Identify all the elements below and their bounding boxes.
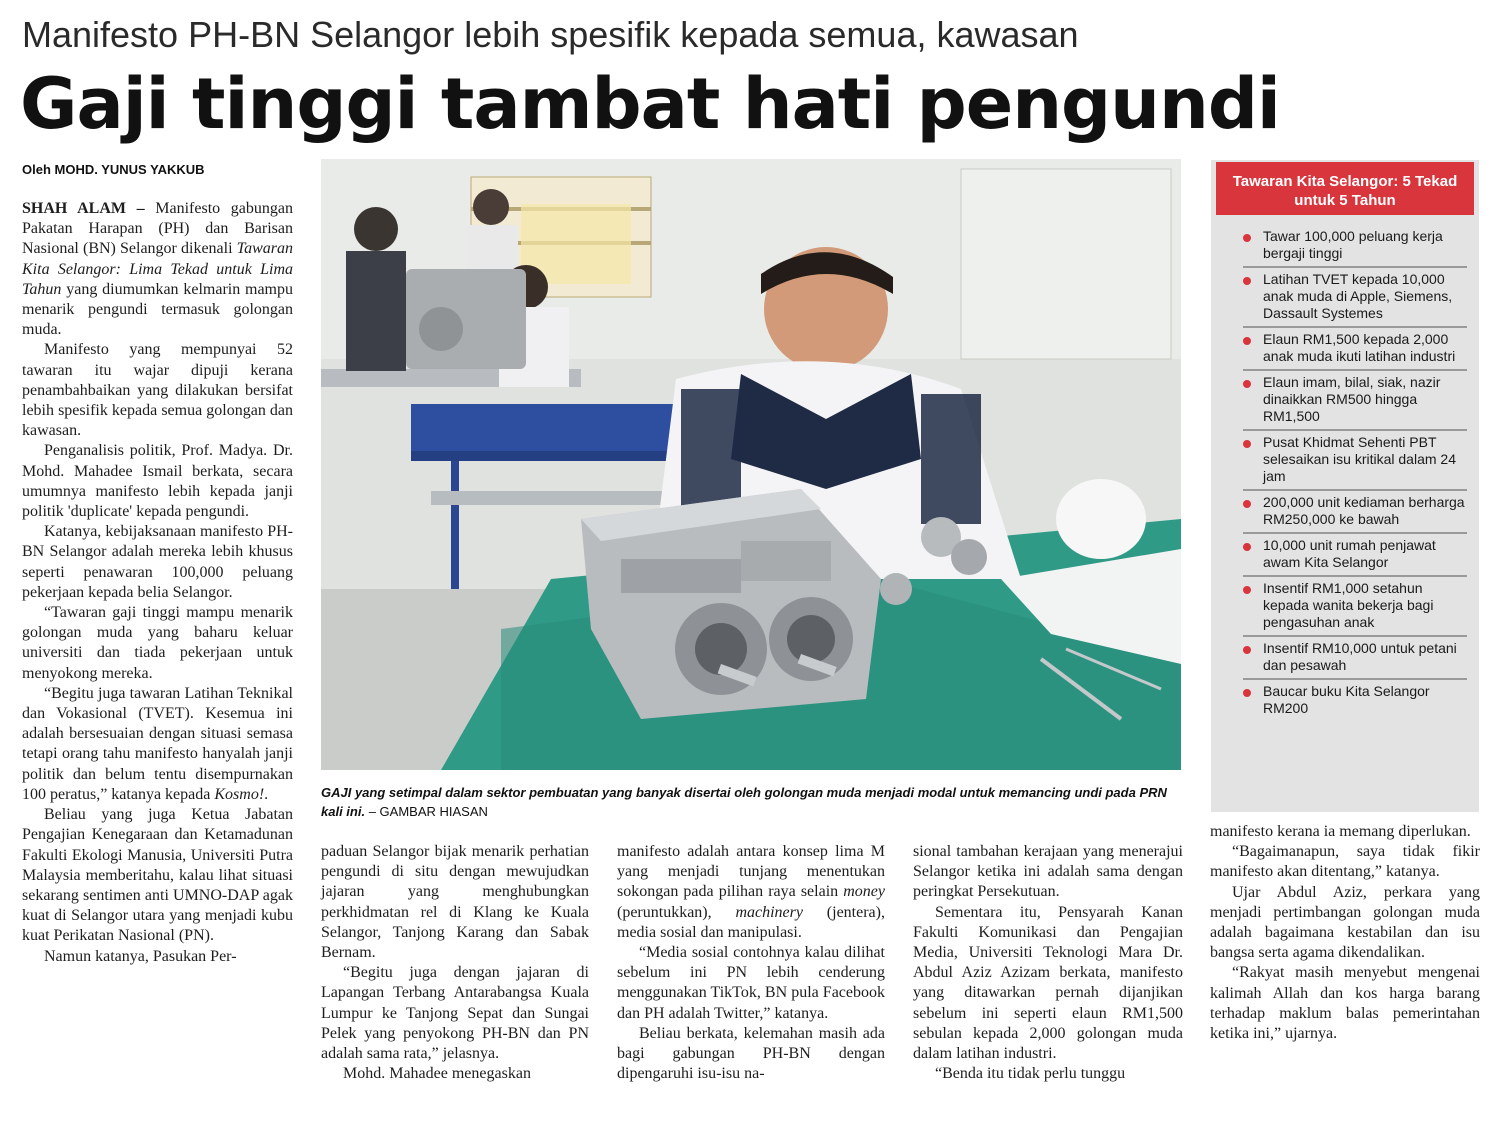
article-headline: Gaji tinggi tambat hati pengundi [20,63,1280,145]
paragraph: Katanya, kebijaksanaan manifesto PH-BN Selangor adalah mereka lebih khusus seperti penawaran 100,000 peluang pekerjaan kepada belia Selangor. [22,523,293,601]
bullet-icon [1243,234,1251,242]
bullet-icon [1243,337,1251,345]
list-item-text: 10,000 unit rumah penjawat awam Kita Selangor [1263,537,1436,570]
paragraph: Manifesto yang mempunyai 52 tawaran itu wajar dipuji kerana penambahbaikan yang dilakukan bersifat lebih spesifik kepada semua golongan dan kawasan. [22,341,293,440]
list-item [1243,371,1467,431]
paragraph: Mohd. Mahadee menegaskan [343,1065,531,1083]
bullet-icon [1243,500,1251,508]
manifesto-name: Tawaran Kita Selangor: Lima Tekad untuk Lima Tahun [22,240,293,298]
publication-name: Kosmo! [214,785,265,803]
paragraph: manifesto kerana ia memang diperlukan. [1210,823,1471,840]
workshop-photo-illustration [321,159,1181,770]
article-byline: Oleh MOHD. YUNUS YAKKUB [22,162,205,177]
bullet-icon [1243,440,1251,448]
term-money: money [843,883,885,901]
list-item-text: Elaun RM1,500 kepada 2,000 anak muda ikuti latihan industri [1263,331,1456,364]
article-photo [321,159,1181,770]
paragraph: Beliau yang juga Ketua Jabatan Pengajian Kenegaraan dan Ketamadunan Fakulti Ekologi Manusia, Universiti Putra Malaysia memberitahu, kalau lihat situasi sekarang sentimen anti UMNO-DAP agak kuat di Selangor utara yang menjadi kubu kuat Perikatan Nasional (PN). [22,806,293,945]
bullet-icon [1243,543,1251,551]
list-item [1243,328,1467,371]
paragraph: Namun katanya, Pasukan Per- [44,947,237,965]
list-item-text: Insentif RM10,000 untuk petani dan pesawah [1263,640,1457,673]
list-item [1243,225,1467,268]
paragraph: Ujar Abdul Aziz, perkara yang menjadi pertimbangan golongan muda adalah bagaimana kestabilan dan isu bangsa serta agama dikendalikan. [1210,883,1480,962]
paragraph: paduan Selangor bijak menarik perhatian pengundi di situ dengan mewujudkan jajaran yang menghubungkan perkhidmatan rel di Klang ke Kuala Selangor, Tanjong Karang dan Sabak Bernam. [321,843,589,962]
paragraph [617,842,885,943]
bullet-icon [1243,646,1251,654]
paragraph: sional tambahan kerajaan yang menerajui Selangor ketika ini adalah sama dengan peringkat Persekutuan. [913,843,1183,901]
list-item [1243,577,1467,637]
list-item-text: Insentif RM1,000 setahun kepada wanita bekerja bagi pengasuhan anak [1263,580,1434,630]
list-item [1243,637,1467,680]
list-item-text: Pusat Khidmat Sehenti PBT selesaikan isu kritikal dalam 24 jam [1263,434,1456,484]
article-column-1 [22,199,293,967]
list-item-text: Latihan TVET kepada 10,000 anak muda di Apple, Siemens, Dassault Systemes [1263,271,1453,321]
paragraph-text: (peruntukkan), [617,903,736,921]
paragraph: “Media sosial contohnya kalau dilihat sebelum ini PN lebih cenderung menggunakan TikTok, BN pula Facebook dan PH adalah Twitter,” katanya. [617,944,885,1022]
bullet-icon [1243,586,1251,594]
paragraph-text: yang diumumkan kelmarin mampu menarik pengundi termasuk golongan muda. [22,280,293,339]
article-kicker: Manifesto PH-BN Selangor lebih spesifik kepada semua, kawasan [22,14,1079,55]
list-item-text: Baucar buku Kita Selangor RM200 [1263,683,1430,716]
bullet-icon [1243,689,1251,697]
list-item-text: Elaun imam, bilal, siak, nazir dinaikkan RM500 hingga RM1,500 [1263,374,1441,424]
manifesto-sidebar [1211,160,1479,812]
article-column-3 [617,842,885,1084]
paragraph: “Benda itu tidak perlu tunggu [935,1065,1126,1083]
paragraph-text: Manifesto gabungan Pakatan Harapan (PH) dan Barisan Nasional (BN) Selangor dikenali [22,200,294,258]
dateline: SHAH ALAM – [22,200,145,217]
paragraph-text: manifesto adalah antara konsep lima M yang menjadi tunjang menentukan sokongan pada pilihan raya selain [617,843,885,901]
paragraph: “Tawaran gaji tinggi mampu menarik golongan muda yang baharu keluar universiti dan tiada pekerjaan untuk menyokong mereka. [22,604,293,682]
paragraph: “Bagaimanapun, saya tidak fikir manifesto akan ditentang,” katanya. [1210,843,1480,881]
list-item [1243,491,1467,534]
article-column-4 [913,842,1183,1084]
list-item [1243,268,1467,328]
caption-text: GAJI yang setimpal dalam sektor pembuatan yang banyak disertai oleh golongan muda menjadi modal untuk memancing undi pada PRN kali ini. [321,785,1167,819]
paragraph-text: . [264,785,269,803]
list-item-text: 200,000 unit kediaman berharga RM250,000 ke bawah [1263,494,1465,527]
list-item [1243,431,1467,491]
list-item [1243,534,1467,577]
sidebar-title: Tawaran Kita Selangor: 5 Tekad untuk 5 Tahun [1216,162,1474,215]
paragraph: “Begitu juga dengan jajaran di Lapangan Terbang Antarabangsa Kuala Lumpur ke Tanjong Sepat dan Sungai Pelek yang penyokong PH-BN dan PN adalah sama rata,” jelasnya. [321,964,589,1063]
manifesto-list [1243,225,1467,721]
photo-caption [321,783,1181,821]
list-item [1243,680,1467,721]
paragraph: Sementara itu, Pensyarah Kanan Fakulti Komunikasi dan Pengajian Media, Universiti Teknologi Mara Dr. Abdul Aziz Azizam berkata, manifesto yang ditawarkan pernah dijanjikan sebelum ini seperti elaun RM1,500 sebulan kepada 2,000 golongan muda dalam latihan industri. [913,903,1183,1063]
article-column-5 [1210,822,1480,1044]
term-machinery: machinery [735,903,803,921]
paragraph-text: (jentera), media sosial dan manipulasi. [617,903,885,941]
paragraph: “Rakyat masih menyebut mengenai kalimah Allah dan kos harga barang terhadap maklum balas pemerintahan ketika ini,” ujarnya. [1210,964,1480,1043]
paragraph [22,684,293,805]
list-item-text: Tawar 100,000 peluang kerja bergaji tinggi [1263,228,1443,261]
photo-credit: – GAMBAR HIASAN [368,804,488,819]
bullet-icon [1243,380,1251,388]
paragraph-text: “Begitu juga tawaran Latihan Teknikal dan Vokasional (TVET). Kesemua ini adalah bersesuaian dengan situasi semasa tetapi orang tahu manifesto hanyalah janji politik dan belum tentu disempurnakan 100 peratus,” katanya kepada [22,684,293,803]
paragraph: Penganalisis politik, Prof. Madya. Dr. Mohd. Mahadee Ismail berkata, secara umumnya manifesto lebih kepada janji politik 'duplicate' kepada pengundi. [22,442,293,521]
article-column-2 [321,842,589,1084]
bullet-icon [1243,277,1251,285]
paragraph [22,199,293,340]
paragraph: Beliau berkata, kelemahan masih ada bagi gabungan PH-BN dengan dipengaruhi isu-isu na- [617,1024,885,1083]
